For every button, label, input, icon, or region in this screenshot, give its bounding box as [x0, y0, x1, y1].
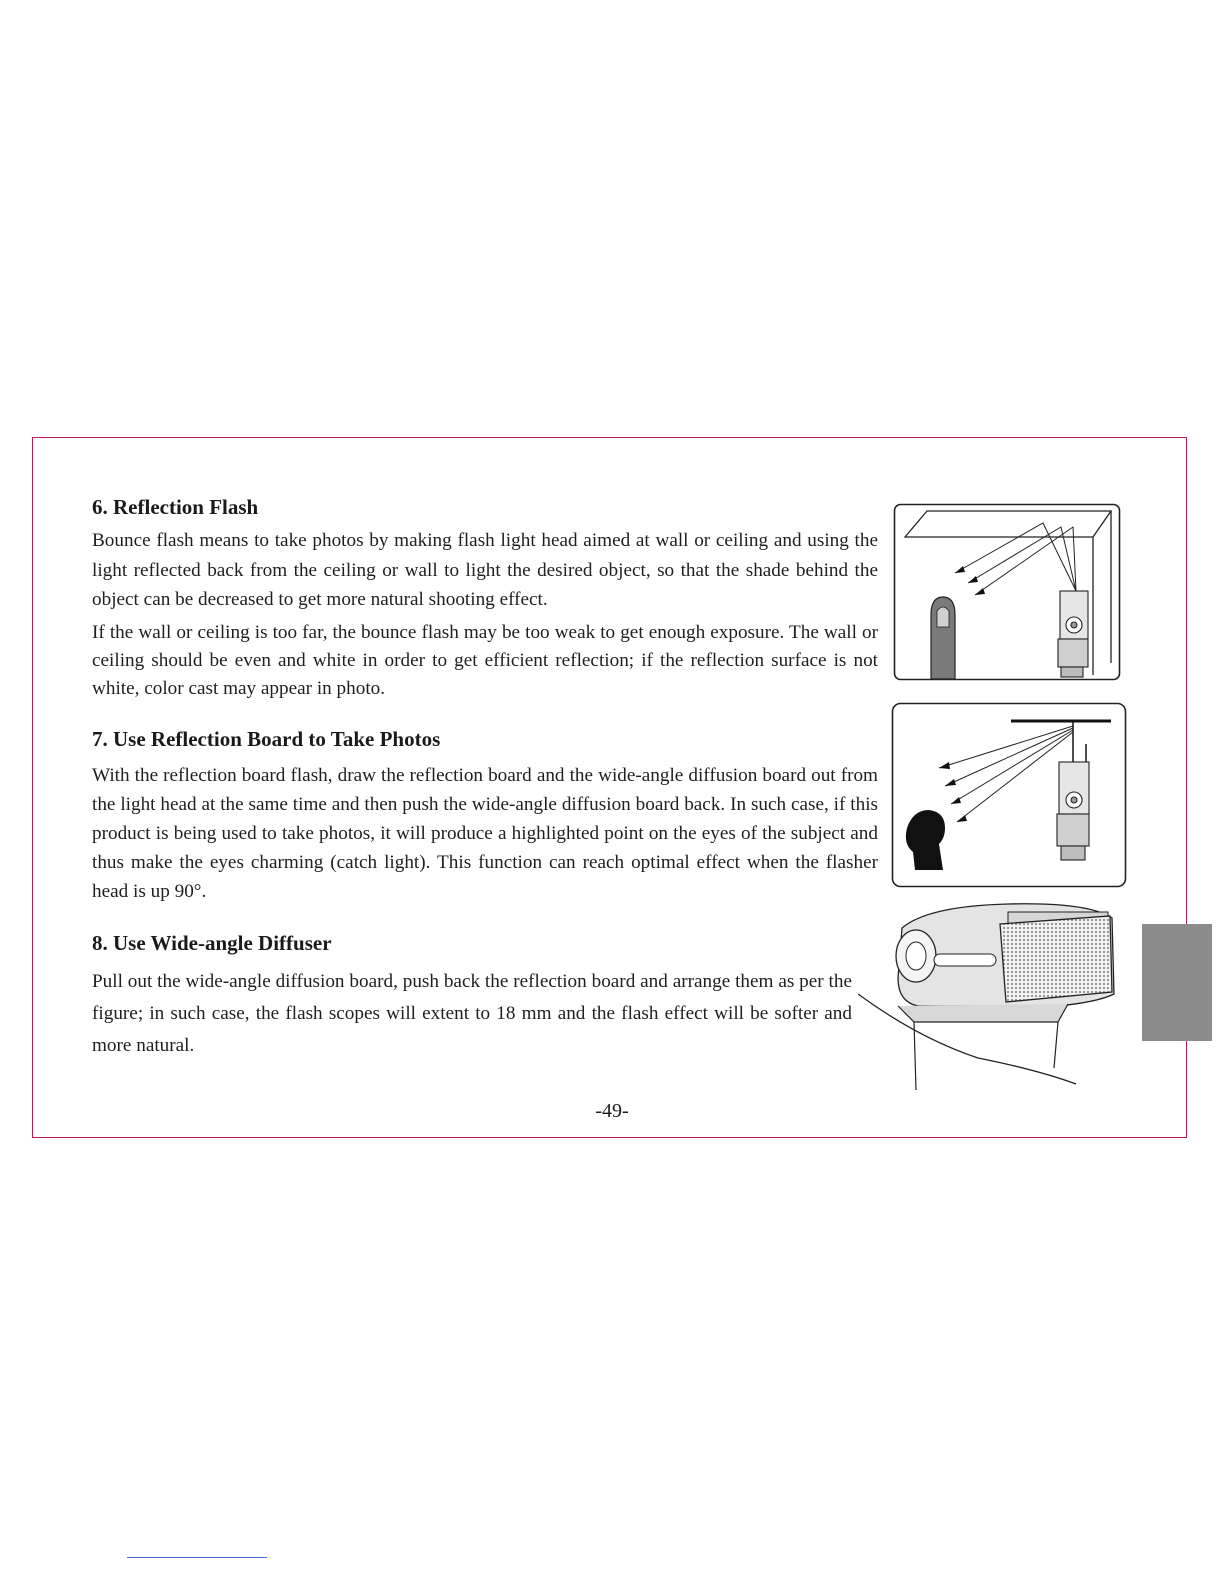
focus-dial-center [906, 942, 926, 970]
footer-rule [127, 1557, 267, 1558]
flash-unit-icon [1058, 591, 1088, 677]
section-7-paragraph: With the reflection board flash, draw the reflection board and the wide-angle diffusion board out from the light head at the same time and then push the wide-angle diffusion board back. In such case, if this product is being used to take photos, it will produce a highlighted point on the eyes of the subject and thus make the eyes charming (catch light). This function can reach optimal effect when the flasher head is up 90°. [92, 765, 878, 902]
section-7-title: 7. Use Reflection Board to Take Photos [92, 727, 441, 751]
section-8-title: 8. Use Wide-angle Diffuser [92, 931, 332, 955]
section-6-paragraph-1: Bounce flash means to take photos by making flash light head aimed at wall or ceiling and using the light reflected back from the ceiling or wall to light the desired object, so that the shade behind the object can be decreased to get more natural shooting effect. [92, 530, 878, 610]
bounce-flash-illustration [893, 503, 1121, 681]
diffusion-panel [1000, 916, 1112, 1002]
person-face [937, 607, 949, 627]
section-6-paragraph-2: If the wall or ceiling is too far, the bounce flash may be too weak to get enough exposure. The wall or ceiling should be even and white in order to get efficient reflection; if the reflection surface is not white, color cast may appear in photo. [92, 622, 878, 699]
flash-neck [898, 1004, 1068, 1022]
flash-unit-icon [1057, 762, 1089, 860]
reflection-board-illustration [891, 702, 1127, 888]
side-groove [934, 954, 996, 966]
page-number: -49- [595, 1100, 629, 1122]
wide-angle-diffuser-illustration [858, 898, 1124, 1090]
section-8-paragraph: Pull out the wide-angle diffusion board, push back the reflection board and arrange them as per the figure; in such case, the flash scopes will extent to 18 mm and the flash effect will be softer and more natural. [92, 971, 852, 1056]
flash-body-sides [914, 1022, 1058, 1090]
chapter-tab [1142, 924, 1212, 1041]
section-6-title: 6. Reflection Flash [92, 495, 259, 519]
